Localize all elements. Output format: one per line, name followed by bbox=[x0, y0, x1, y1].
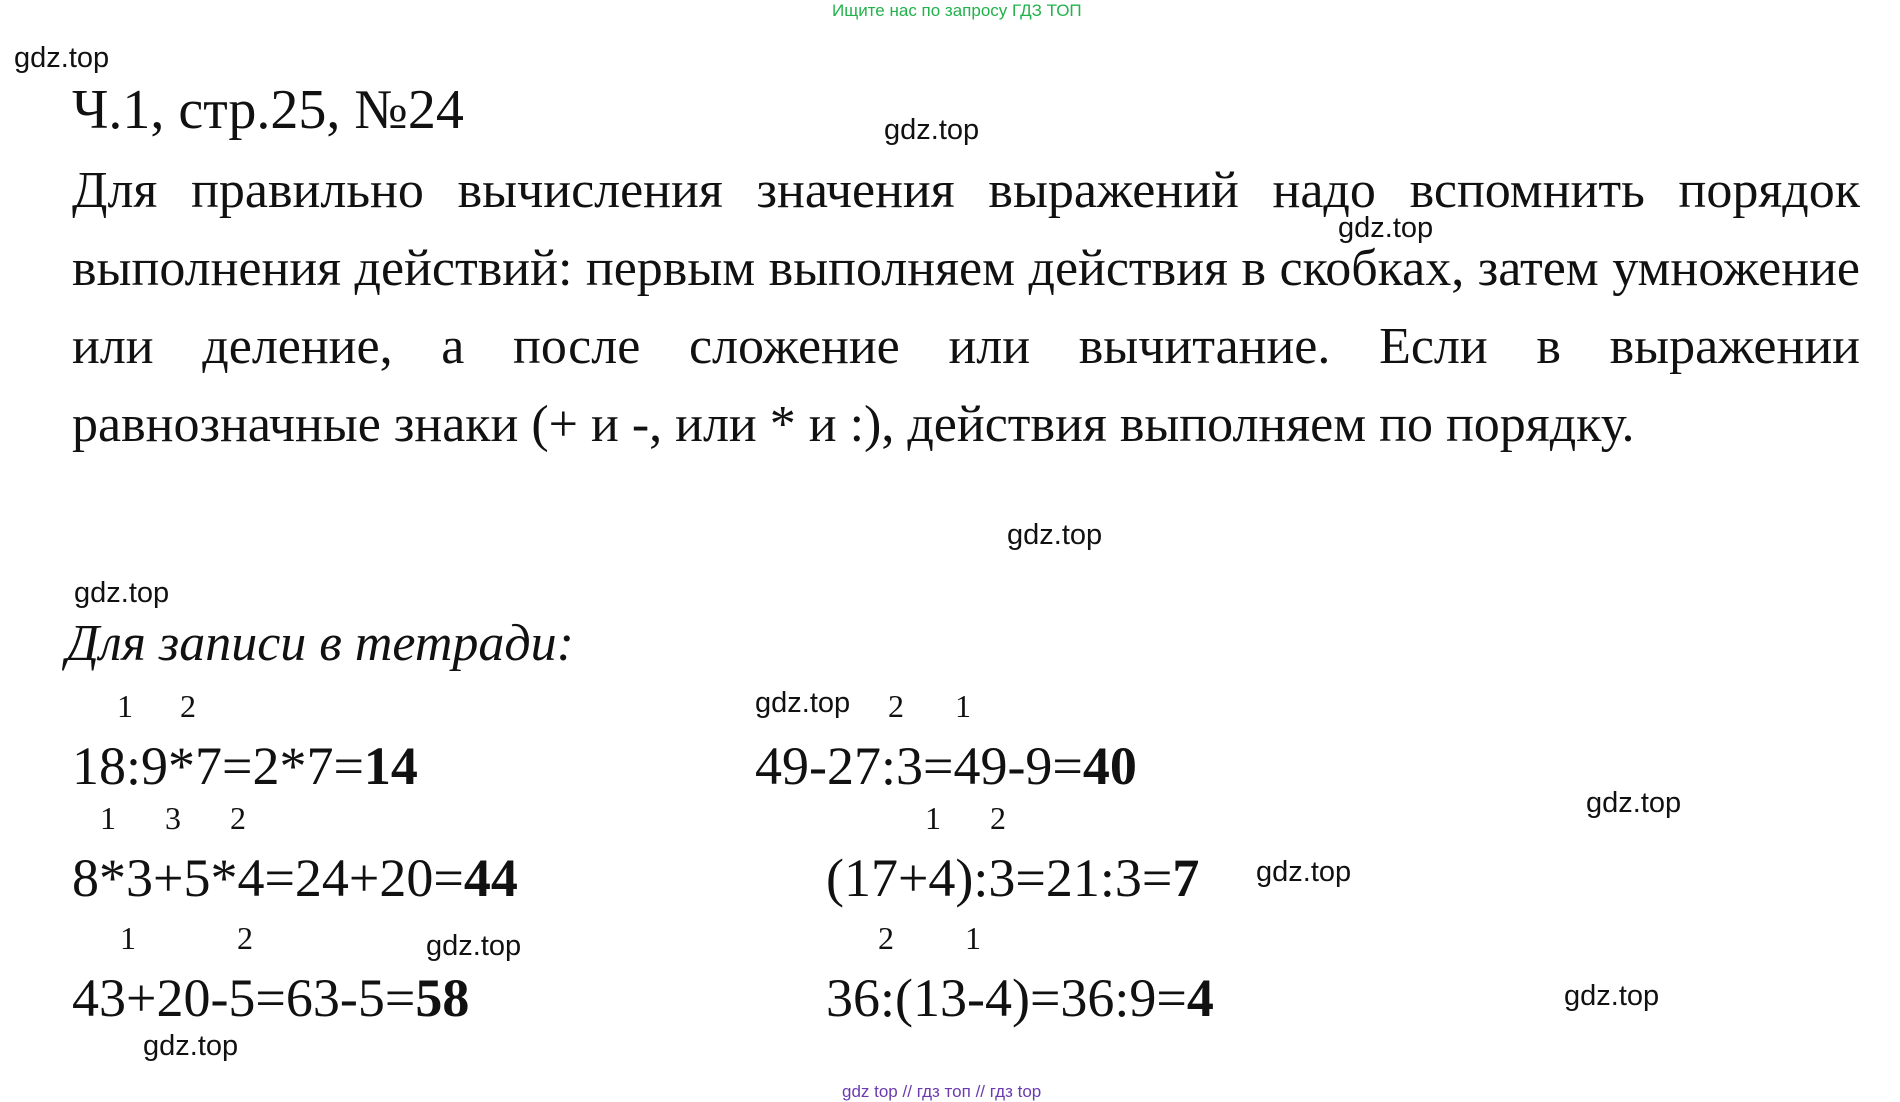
footer-links bbox=[842, 1082, 1041, 1102]
equation bbox=[72, 967, 469, 1029]
equation-answer: 4 bbox=[1186, 968, 1214, 1028]
order-number: 2 bbox=[230, 800, 246, 836]
equation-answer: 58 bbox=[415, 968, 470, 1028]
watermark: gdz.top bbox=[1338, 212, 1434, 244]
order-number: 1 bbox=[965, 920, 981, 956]
order-number: 2 bbox=[180, 688, 196, 724]
order-number: 2 bbox=[237, 920, 253, 956]
equation-work: 43+20-5=63-5= bbox=[72, 968, 416, 1028]
equation-work: 8*3+5*4=24+20= bbox=[72, 848, 464, 908]
notebook-heading: Для записи в тетради: bbox=[66, 615, 574, 672]
watermark: gdz.top bbox=[426, 930, 522, 962]
equation-answer: 14 bbox=[363, 736, 418, 796]
order-number: 1 bbox=[117, 688, 133, 724]
equation bbox=[72, 847, 518, 909]
order-number: 1 bbox=[925, 800, 941, 836]
page-title: Ч.1, стр.25, №24 bbox=[72, 79, 464, 141]
order-number: 1 bbox=[955, 688, 971, 724]
footer-link[interactable]: гдз топ bbox=[916, 1082, 971, 1101]
watermark: gdz.top bbox=[1586, 787, 1682, 819]
footer-link[interactable]: гдз top bbox=[989, 1082, 1042, 1101]
equation-work: 18:9*7=2*7= bbox=[72, 736, 364, 796]
footer-separator: // bbox=[902, 1082, 912, 1101]
equation bbox=[755, 735, 1137, 797]
watermark: gdz.top bbox=[755, 687, 851, 719]
order-number: 3 bbox=[165, 800, 181, 836]
equation-work: 49-27:3=49-9= bbox=[755, 736, 1083, 796]
equation-answer: 7 bbox=[1172, 848, 1200, 908]
watermark: gdz.top bbox=[1564, 980, 1660, 1012]
equation-work: (17+4):3=21:3= bbox=[826, 848, 1173, 908]
watermark: gdz.top bbox=[1007, 519, 1103, 551]
promo-banner[interactable]: Ищите нас по запросу ГДЗ ТОП bbox=[832, 1, 1082, 20]
explanation-paragraph: Для правильно вычисления значения выражений надо вспомнить порядок выполнения действий: первым выполняем действия в скобках, затем умножение или деление, а после сложение или вычитание. Если в выражении равнозначные знаки (+ и -, или * и :), действия выполняем по порядку. bbox=[72, 162, 1860, 453]
equation-answer: 40 bbox=[1082, 736, 1137, 796]
order-number: 2 bbox=[990, 800, 1006, 836]
order-number: 1 bbox=[100, 800, 116, 836]
footer-link[interactable]: gdz top bbox=[842, 1082, 898, 1101]
watermark: gdz.top bbox=[884, 114, 980, 146]
watermark: gdz.top bbox=[143, 1030, 239, 1062]
order-number: 2 bbox=[878, 920, 894, 956]
equation bbox=[826, 847, 1199, 909]
equation bbox=[72, 735, 418, 797]
watermark: gdz.top bbox=[1256, 856, 1352, 888]
order-number: 2 bbox=[888, 688, 904, 724]
footer-separator: // bbox=[975, 1082, 986, 1101]
watermark: gdz.top bbox=[14, 42, 110, 74]
equation-work: 36:(13-4)=36:9= bbox=[826, 968, 1187, 1028]
order-number: 1 bbox=[120, 920, 136, 956]
equation bbox=[826, 967, 1214, 1029]
watermark: gdz.top bbox=[74, 577, 170, 609]
equation-answer: 44 bbox=[463, 848, 518, 908]
